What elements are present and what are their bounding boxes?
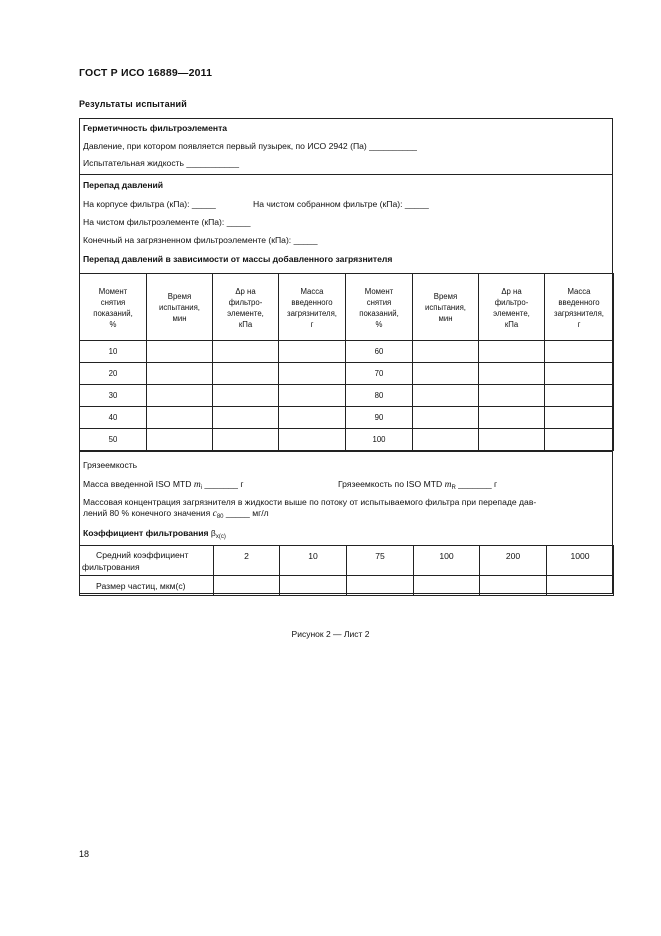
mass-cell[interactable] xyxy=(279,363,346,385)
particle-size-cell[interactable] xyxy=(414,576,480,596)
delta-p-cell[interactable] xyxy=(213,385,279,407)
delta-p-cell[interactable] xyxy=(479,341,545,363)
moment-cell: 10 xyxy=(80,341,147,363)
moment-cell: 50 xyxy=(80,429,147,451)
injected-mass-line: Масса введенной ISO MTD $m_i$ _______ г xyxy=(83,479,244,491)
capacity-title: Грязеемкость xyxy=(83,460,138,470)
col-header-moment: Момент снятия показаний, % xyxy=(346,274,413,341)
divider xyxy=(80,174,612,175)
time-cell[interactable] xyxy=(147,429,213,451)
delta-p-cell[interactable] xyxy=(479,385,545,407)
particle-size-cell[interactable] xyxy=(214,576,280,596)
filtration-ratio-title: Коэффициент фильтрования $\beta_{x(c)}$ xyxy=(83,528,226,540)
col-header-delta-p: Δp на фильтро- элементе, кПа xyxy=(479,274,545,341)
clean-assembly-line: На чистом собранном фильтре (кПа): _____ xyxy=(253,199,429,209)
col-header-moment: Момент снятия показаний, % xyxy=(80,274,147,341)
delta-p-cell[interactable] xyxy=(213,363,279,385)
ratio-value: 100 xyxy=(414,546,480,576)
mass-cell[interactable] xyxy=(545,407,614,429)
particle-size-cell[interactable] xyxy=(480,576,547,596)
mass-cell[interactable] xyxy=(279,385,346,407)
pressure-vs-mass-table xyxy=(79,273,614,451)
delta-p-cell[interactable] xyxy=(479,363,545,385)
ratio-value: 1000 xyxy=(547,546,614,576)
integrity-title: Герметичность фильтроэлемента xyxy=(83,123,228,133)
time-cell[interactable] xyxy=(147,363,213,385)
mass-cell[interactable] xyxy=(279,429,346,451)
time-cell[interactable] xyxy=(147,341,213,363)
ratio-value: 10 xyxy=(280,546,347,576)
moment-cell: 40 xyxy=(80,407,147,429)
moment-cell: 80 xyxy=(346,385,413,407)
page-number: 18 xyxy=(79,849,90,859)
divider xyxy=(80,451,612,452)
moment-cell: 70 xyxy=(346,363,413,385)
table-row xyxy=(80,341,614,363)
time-cell[interactable] xyxy=(413,363,479,385)
time-cell[interactable] xyxy=(413,385,479,407)
avg-ratio-label: Средний коэффициент фильтрования xyxy=(80,546,214,576)
time-cell[interactable] xyxy=(147,385,213,407)
table-row xyxy=(80,576,614,596)
ratio-value: 200 xyxy=(480,546,547,576)
beta-symbol: β xyxy=(210,528,216,538)
particle-size-cell[interactable] xyxy=(347,576,414,596)
col-header-mass: Масса введенного загрязнителя, г xyxy=(545,274,614,341)
moment-cell: 90 xyxy=(346,407,413,429)
col-header-time: Время испытания, мин xyxy=(413,274,479,341)
ratio-value: 2 xyxy=(214,546,280,576)
section-title: Результаты испытаний xyxy=(79,99,187,109)
moment-cell: 60 xyxy=(346,341,413,363)
table-row xyxy=(80,546,614,576)
bubble-pressure-line: Давление, при котором появляется первый пузырек, по ИСО 2942 (Па) __________ xyxy=(83,141,417,151)
particle-size-cell[interactable] xyxy=(547,576,614,596)
figure-caption: Рисунок 2 — Лист 2 xyxy=(291,629,370,639)
table-row xyxy=(80,407,614,429)
ratio-value: 75 xyxy=(347,546,414,576)
mass-cell[interactable] xyxy=(279,341,346,363)
final-dirty-line: Конечный на загрязненном фильтроэлементе (кПа): _____ xyxy=(83,235,318,245)
clean-element-line: На чистом фильтроэлементе (кПа): _____ xyxy=(83,217,251,227)
retained-capacity-line: Грязеемкость по ISO MTD $m_R$ _______ г xyxy=(338,479,498,491)
filtration-ratio-table xyxy=(79,545,614,596)
time-cell[interactable] xyxy=(413,429,479,451)
delta-p-cell[interactable] xyxy=(479,407,545,429)
mass-cell[interactable] xyxy=(279,407,346,429)
delta-p-cell[interactable] xyxy=(213,341,279,363)
moment-cell: 100 xyxy=(346,429,413,451)
contaminant-section-title: Перепад давлений в зависимости от массы добавленного загрязнителя xyxy=(83,254,393,264)
housing-pressure-line: На корпусе фильтра (кПа): _____ xyxy=(83,199,216,209)
table-header-row xyxy=(80,274,614,341)
table-row xyxy=(80,429,614,451)
concentration-line-1: Массовая концентрация загрязнителя в жидкости выше по потоку от испытываемого фильтра при перепаде дав- xyxy=(83,497,537,507)
moment-cell: 20 xyxy=(80,363,147,385)
mass-cell[interactable] xyxy=(545,341,614,363)
time-cell[interactable] xyxy=(413,407,479,429)
table-row xyxy=(80,363,614,385)
mass-cell[interactable] xyxy=(545,363,614,385)
time-cell[interactable] xyxy=(147,407,213,429)
delta-p-cell[interactable] xyxy=(213,407,279,429)
table-row xyxy=(80,385,614,407)
particle-size-cell[interactable] xyxy=(280,576,347,596)
diff-pressure-title: Перепад давлений xyxy=(83,180,164,190)
concentration-line-2: лений 80 % конечного значения $c_{80}$ _____ мг/л xyxy=(83,508,269,520)
mass-cell[interactable] xyxy=(545,429,614,451)
delta-p-cell[interactable] xyxy=(479,429,545,451)
results-form xyxy=(79,118,613,594)
particle-size-label: Размер частиц, мкм(c) xyxy=(80,576,214,596)
time-cell[interactable] xyxy=(413,341,479,363)
col-header-delta-p: Δp на фильтро- элементе, кПа xyxy=(213,274,279,341)
mass-cell[interactable] xyxy=(545,385,614,407)
moment-cell: 30 xyxy=(80,385,147,407)
test-fluid-line: Испытательная жидкость ___________ xyxy=(83,158,239,168)
document-header: ГОСТ Р ИСО 16889—2011 xyxy=(79,67,213,79)
col-header-time: Время испытания, мин xyxy=(147,274,213,341)
delta-p-cell[interactable] xyxy=(213,429,279,451)
col-header-mass: Масса введенного загрязнителя, г xyxy=(279,274,346,341)
